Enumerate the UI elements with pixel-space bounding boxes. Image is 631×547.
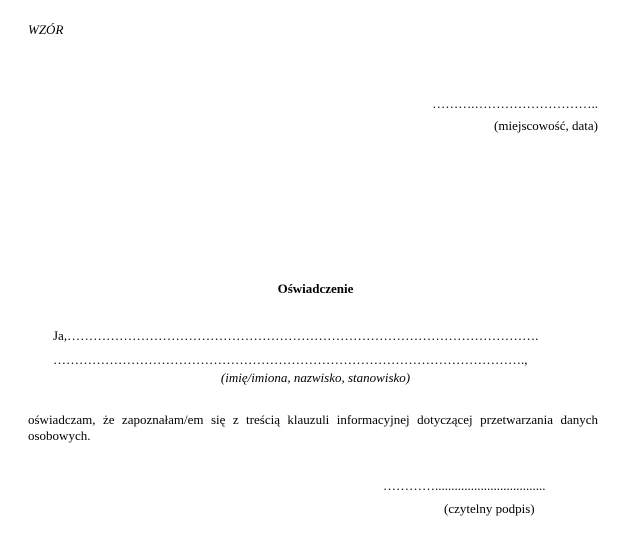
declarant-name-line: ………………………………………………………………………………………………., — [53, 352, 528, 367]
place-date-line: ……….……………………….. — [432, 96, 598, 111]
place-date-label: (miejscowość, data) — [494, 118, 598, 133]
declarant-name-label: (imię/imiona, nazwisko, stanowisko) — [220, 370, 411, 385]
statement-text: oświadczam, że zapoznałam/em się z treścią klauzuli informacyjnej dotyczącej przetwarzania danych osobowych. — [28, 412, 598, 443]
signature-line: ………….................................. — [383, 478, 546, 493]
declarant-ja-line: Ja,………………………………………………………………………………………………. — [53, 328, 539, 343]
document-title: Oświadczenie — [277, 281, 354, 296]
signature-label: (czytelny podpis) — [444, 501, 535, 516]
template-label: WZÓR — [28, 22, 64, 37]
